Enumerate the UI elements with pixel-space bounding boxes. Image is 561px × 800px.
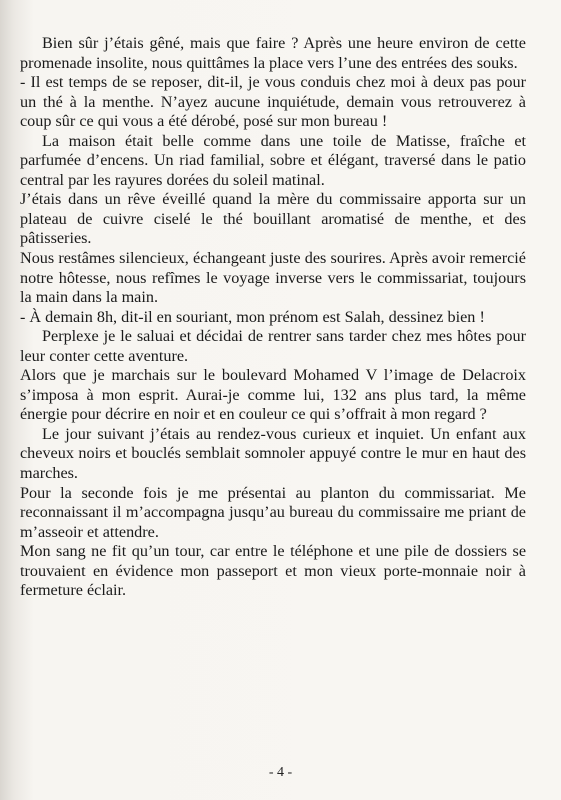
page-number: - 4 -: [268, 765, 293, 780]
paragraph: - À demain 8h, dit-il en souriant, mon prénom est Salah, dessinez bien !: [20, 307, 485, 326]
paragraph: Perplexe je le saluai et décidai de rentrer sans tarder chez mes hôtes pour leur conter cette aventure.: [20, 327, 526, 365]
paragraph: Mon sang ne fit qu’un tour, car entre le téléphone et une pile de dossiers se trouvaient en évidence mon passeport et mon vieux porte-monnaie noir à fermeture éclair.: [20, 542, 526, 600]
paragraph: La maison était belle comme dans une toile de Matisse, fraîche et parfumée d’encens. Un riad familial, sobre et élégant, traversé dans le patio central par les rayures dorées du soleil matinal.: [20, 131, 526, 189]
paragraph: Alors que je marchais sur le boulevard Mohamed V l’image de Delacroix s’imposa à mon esprit. Aurai-je comme lui, 132 ans plus tard, la même énergie pour décrire en noir et en couleur ce qui s’offrait à mon regard ?: [20, 366, 526, 424]
paragraph: Bien sûr j’étais gêné, mais que faire ? Après une heure environ de cette promenade insolite, nous quittâmes la place vers l’une des entrées des souks.: [20, 34, 526, 72]
paragraph: J’étais dans un rêve éveillé quand la mère du commissaire apporta sur un plateau de cuivre ciselé le thé bouillant aromatisé de menthe, et des pâtisseries.: [20, 190, 526, 248]
paragraph: - Il est temps de se reposer, dit-il, je vous conduis chez moi à deux pas pour un thé à la menthe. N’ayez aucune inquiétude, demain vous retrouverez à coup sûr ce qui vous a été dérobé, posé sur mon bureau !: [20, 73, 526, 131]
paragraph: Nous restâmes silencieux, échangeant juste des sourires. Après avoir remercié notre hôtesse, nous refîmes le voyage inverse vers le commissariat, toujours la main dans la main.: [20, 249, 526, 307]
body-text: [20, 34, 526, 601]
paragraph: Pour la seconde fois je me présentai au planton du commissariat. Me reconnaissant il m’accompagna jusqu’au bureau du commissaire me priant de m’asseoir et attendre.: [20, 483, 526, 541]
paragraph: Le jour suivant j’étais au rendez-vous curieux et inquiet. Un enfant aux cheveux noirs et bouclés semblait somnoler appuyé contre le mur en haut des marches.: [20, 424, 526, 483]
